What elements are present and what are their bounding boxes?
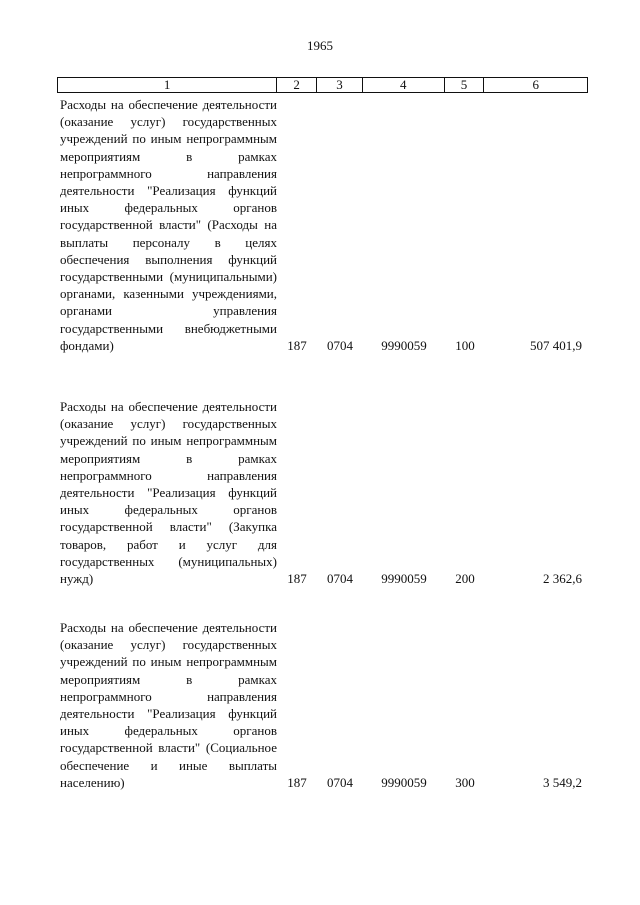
row-target-code: 9990059: [381, 337, 427, 353]
row-ministry-code: 187: [287, 774, 307, 790]
row-expense-type: 100: [455, 337, 475, 353]
table-row: [57, 398, 588, 587]
row-expense-type: 200: [455, 571, 475, 587]
row-target-code: 9990059: [381, 774, 427, 790]
row-description: Расходы на обеспечение деятельности (оказание услуг) государственных учреждений по иным непрограммным мероприятиям в рамках непрограммного направления деятельности "Реализация функций иных федеральных органов государственной власти" (Расходы на выплаты персоналу в целях обеспечения выполнения функций государственными (муниципальными) органами, казенными учреждениями, органами управления государственными внебюджетными фондами): [60, 97, 277, 353]
table-row: [57, 619, 588, 791]
row-expense-type: 300: [455, 774, 475, 790]
row-amount: 507 401,9: [530, 337, 582, 353]
row-amount: 2 362,6: [543, 571, 582, 587]
row-amount: 3 549,2: [543, 774, 582, 790]
row-description: Расходы на обеспечение деятельности (оказание услуг) государственных учреждений по иным непрограммным мероприятиям в рамках непрограммного направления деятельности "Реализация функций иных федеральных органов государственной власти" (Социальное обеспечение и иные выплаты населению): [60, 620, 277, 790]
row-ministry-code: 187: [287, 571, 307, 587]
row-section-code: 0704: [327, 337, 353, 353]
page-number: 1965: [307, 38, 333, 53]
row-section-code: 0704: [327, 774, 353, 790]
header-col-3: 3: [317, 78, 363, 92]
header-col-6: 6: [532, 77, 539, 92]
header-col-5: 5: [445, 78, 485, 92]
row-ministry-code: 187: [287, 337, 307, 353]
header-col-1: 1: [58, 78, 277, 92]
table-header: [57, 77, 588, 93]
row-target-code: 9990059: [381, 571, 427, 587]
row-section-code: 0704: [327, 571, 353, 587]
table-row: [57, 96, 588, 354]
header-col-4: 4: [363, 78, 445, 92]
header-col-2: 2: [277, 78, 317, 92]
row-description: Расходы на обеспечение деятельности (оказание услуг) государственных учреждений по иным непрограммным мероприятиям в рамках непрограммного направления деятельности "Реализация функций иных федеральных органов государственной власти" (Закупка товаров, работ и услуг для государственных (муниципальных) нужд): [60, 399, 277, 587]
